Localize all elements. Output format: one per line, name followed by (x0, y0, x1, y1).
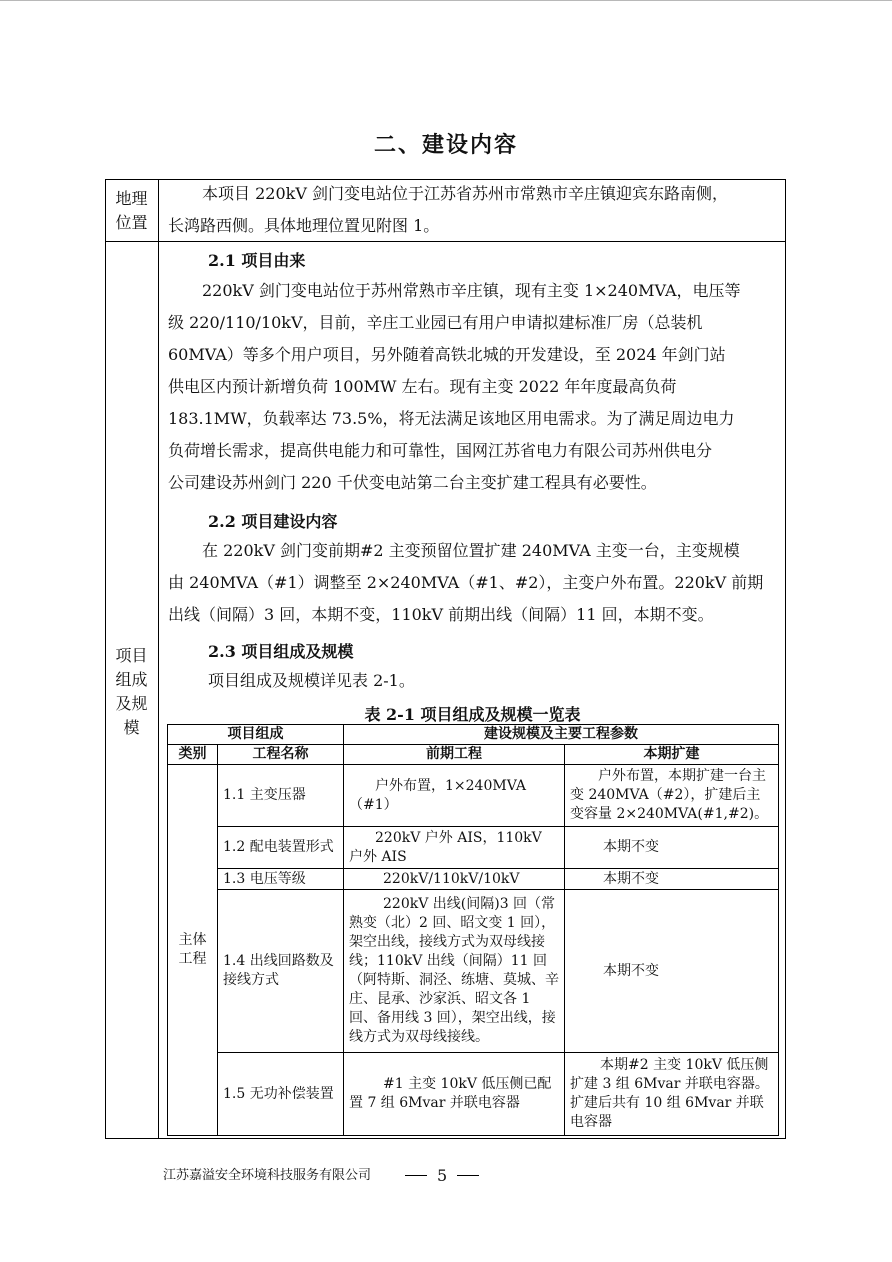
row-current: 本期不变 (565, 890, 779, 1053)
row-previous: 220kV 户外 AIS，110kV 户外 AIS (344, 827, 565, 869)
location-label: 地理 位置 (115, 189, 148, 232)
section-2-1-text (168, 275, 780, 499)
table-row (168, 765, 779, 827)
row-current: 本期不变 (565, 827, 779, 869)
project-label: 项目 组成 及规 模 (115, 646, 148, 737)
row-previous: 户外布置，1×240MVA（#1） (344, 765, 565, 827)
header-current-expansion: 本期扩建 (565, 745, 779, 765)
header-project-name: 工程名称 (218, 745, 344, 765)
page-dash-left (405, 1175, 427, 1176)
section-2-2-line-3: 出线（间隔）3 回，本期不变，110kV 前期出线（间隔）11 回，本期不变。 (168, 605, 714, 624)
section-2-2-heading: 2.2 项目建设内容 (208, 512, 338, 531)
header-construction-scale: 建设规模及主要工程参数 (344, 725, 779, 745)
table-row (168, 1053, 779, 1136)
location-line-2: 长鸿路西侧。具体地理位置见附图 1。 (168, 216, 440, 235)
frame-divider-vertical (158, 179, 159, 1139)
section-2-1-line-7: 公司建设苏州剑门 220 千伏变电站第二台主变扩建工程具有必要性。 (168, 473, 657, 492)
row-name: 1.1 主变压器 (218, 765, 344, 827)
row-name: 1.3 电压等级 (218, 869, 344, 890)
section-2-3-heading: 2.3 项目组成及规模 (208, 642, 354, 661)
section-title: 二、建设内容 (373, 133, 518, 158)
project-composition-table (167, 724, 779, 1136)
row-name: 1.2 配电装置形式 (218, 827, 344, 869)
section-2-3-text: 项目组成及规模详见表 2-1。 (208, 671, 415, 690)
section-2-1-line-3: 60MVA）等多个用户项目，另外随着高铁北城的开发建设，至 2024 年剑门站 (168, 345, 726, 364)
row-current: 本期#2 主变 10kV 低压侧扩建 3 组 6Mvar 并联电容器。扩建后共有 10 组 6Mvar 并联电容器 (565, 1053, 779, 1136)
footer-company: 江苏嘉溢安全环境科技服务有限公司 (163, 1168, 372, 1183)
header-project-composition: 项目组成 (168, 725, 344, 745)
section-2-1-heading: 2.1 项目由来 (208, 251, 306, 270)
section-2-1-line-4: 供电区内预计新增负荷 100MW 左右。现有主变 2022 年年度最高负荷 (168, 377, 677, 396)
row-previous: #1 主变 10kV 低压侧已配置 7 组 6Mvar 并联电容器 (344, 1053, 565, 1136)
row-current: 本期不变 (565, 869, 779, 890)
table-caption: 表 2-1 项目组成及规模一览表 (364, 705, 581, 724)
section-2-1-line-1: 220kV 剑门变电站位于苏州常熟市辛庄镇，现有主变 1×240MVA，电压等 (202, 281, 741, 300)
page-number: 5 (437, 1166, 448, 1185)
table-header-row-2 (168, 745, 779, 765)
category-main-project: 主体 工程 (168, 765, 218, 1136)
section-2-2-line-1: 在 220kV 剑门变前期#2 主变预留位置扩建 240MVA 主变一台，主变规模 (202, 541, 740, 560)
section-2-1-line-2: 级 220/110/10kV，目前，辛庄工业园已有用户申请拟建标准厂房（总装机 (168, 313, 703, 332)
page-dash-right (457, 1175, 479, 1176)
top-border-line (0, 0, 892, 1)
footer-page-number (405, 1166, 479, 1185)
location-text (168, 178, 780, 242)
row-previous: 220kV 出线(间隔)3 回（常熟变（北）2 回、昭文变 1 回），架空出线，接线方式为双母线接线；110kV 出线（间隔）11 回（阿特斯、洞泾、练塘、莫城、辛庄、昆承、沙家浜、昭文各 1 回、备用线 3 回），架空出线，接线方式为双母线接线。 (344, 890, 565, 1053)
row-current: 户外布置，本期扩建一台主变 240MVA（#2），扩建后主变容量 2×240MVA(#1,#2)。 (565, 765, 779, 827)
section-2-1-line-6: 负荷增长需求，提高供电能力和可靠性，国网江苏省电力有限公司苏州供电分 (168, 441, 713, 460)
section-2-2-line-2: 由 240MVA（#1）调整至 2×240MVA（#1、#2），主变户外布置。220kV 前期 (168, 573, 764, 592)
row-name: 1.4 出线回路数及接线方式 (218, 890, 344, 1053)
header-category: 类别 (168, 745, 218, 765)
table-row (168, 890, 779, 1053)
section-2-1-line-5: 183.1MW，负载率达 73.5%，将无法满足该地区用电需求。为了满足周边电力 (168, 409, 735, 428)
header-previous-project: 前期工程 (344, 745, 565, 765)
row-name: 1.5 无功补偿装置 (218, 1053, 344, 1136)
location-line-1: 本项目 220kV 剑门变电站位于江苏省苏州市常熟市辛庄镇迎宾东路南侧， (202, 184, 728, 203)
table-row (168, 869, 779, 890)
table-header-row-1 (168, 725, 779, 745)
table-row (168, 827, 779, 869)
row-previous: 220kV/110kV/10kV (344, 869, 565, 890)
section-2-2-text (168, 535, 780, 631)
